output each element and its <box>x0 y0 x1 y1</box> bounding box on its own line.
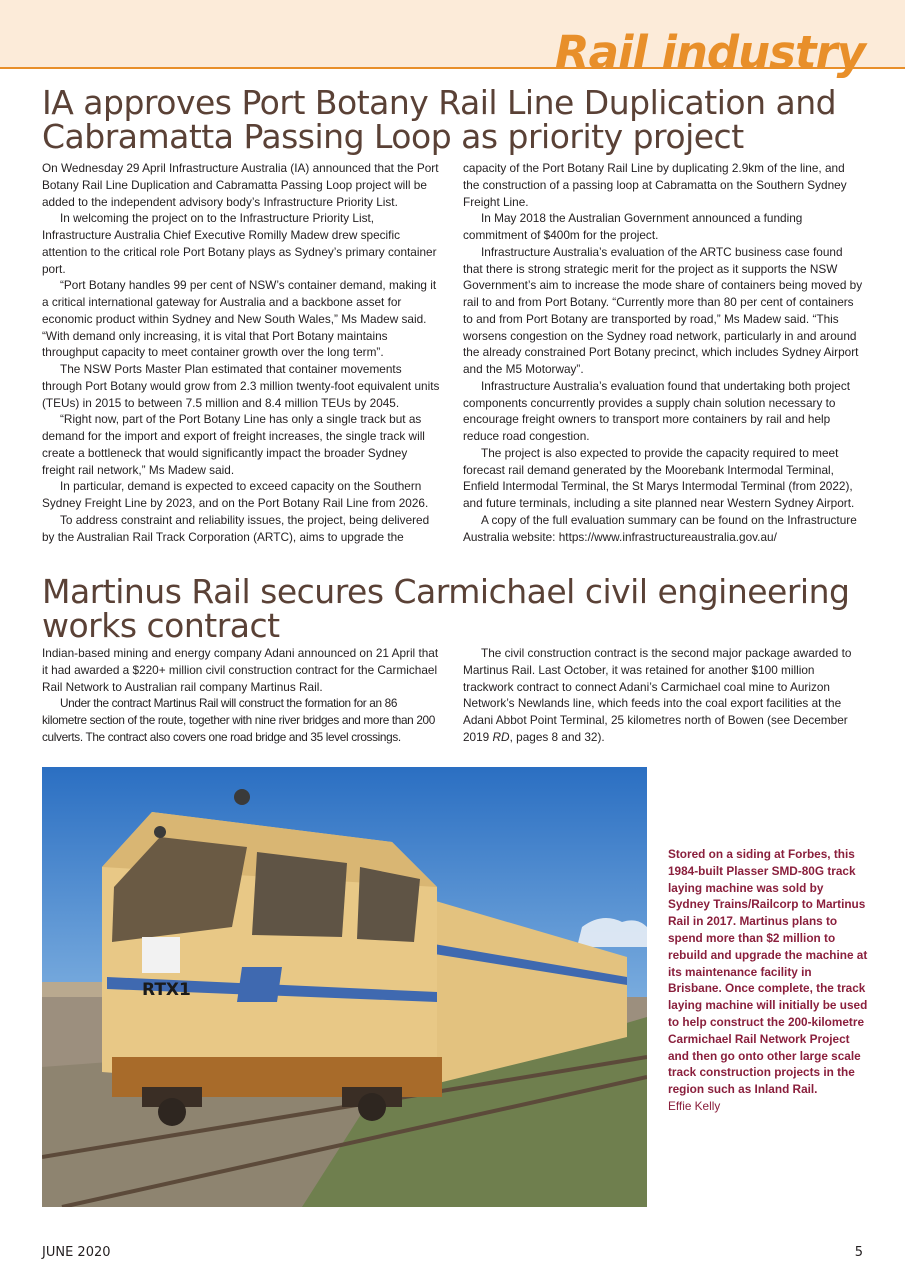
paragraph: The project is also expected to provide the capacity required to meet forecast rail demand generated by the Moorebank Intermodal Terminal, Enfield Intermodal Terminal, the St Marys Intermodal Terminal (from 2022), and future terminals, including a site planned near Western Sydney Airport. <box>463 445 855 510</box>
photo-caption <box>668 846 868 1115</box>
article2-column-2 <box>463 645 863 746</box>
paragraph: In May 2018 the Australian Government announced a funding commitment of $400m for the project. <box>463 211 803 242</box>
paragraph: To address constraint and reliability issues, the project, being delivered by the Australian Rail Track Corporation (ARTC), aims to upgrade the <box>42 512 430 544</box>
article2-headline: Martinus Rail secures Carmichael civil engineering works contract <box>42 572 850 645</box>
machine-number-label: RTX1 <box>142 980 191 1000</box>
paragraph: Indian-based mining and energy company Adani announced on 21 April that it had awarded a $220+ million civil construction contract for the Carmichael Rail Network to Australian rail company Martinus Rail. <box>42 646 439 694</box>
paragraph <box>463 645 863 746</box>
paragraph: capacity of the Port Botany Rail Line by duplicating 2.9km of the line, and the construction of a passing loop at Cabramatta on the Southern Sydney Freight Line. <box>463 161 847 209</box>
caption-text: Stored on a siding at Forbes, this 1984-built Plasser SMD-80G track laying machine was sold by Sydney Trains/Railcorp to Martinus Rail in 2017. Martinus plans to spend more than $2 million to rebuild and upgrade the machine at its maintenance facility in Brisbane. Once complete, the track laying machine will initially be used to help construct the 200-kilometre Carmichael Rail Network Project and then go onto other large scale track construction projects in the region such as Inland Rail. <box>668 847 868 1097</box>
paragraph: “Right now, part of the Port Botany Line has only a single track but as demand for the import and export of freight increases, the single track will create a bottleneck that would significantly impact the broader Sydney freight rail network,” Ms Madew said. <box>42 412 425 477</box>
section-title: Rail industry <box>554 26 865 79</box>
article1-column-1 <box>42 160 440 545</box>
page-number: 5 <box>854 1245 863 1260</box>
paragraph: Infrastructure Australia’s evaluation of the ARTC business case found that there is strong strategic merit for the project as it supports the NSW Government’s aim to increase the mode share of containers being moved by rail to and from Port Botany. “Currently more than 80 per cent of containers to and from Port Botany are transported by road,” Ms Madew said. “This worsens congestion on the Sydney road network, particularly in and around the already constrained Port Botany precinct, which includes Sydney Airport and the M5 Motorway”. <box>463 244 863 376</box>
paragraph: A copy of the full evaluation summary can be found on the Infrastructure Australia website: https://www.infrastructureaustralia.gov.au/ <box>463 512 857 544</box>
paragraph: On Wednesday 29 April Infrastructure Australia (IA) announced that the Port Botany Rail Line Duplication and Cabramatta Passing Loop project will be added to the independent advisory body’s Infrastructure Priority List. <box>42 161 439 209</box>
paragraph: Infrastructure Australia’s evaluation found that undertaking both project components concurrently provides a supply chain solution necessary to encourage freight owners to transport more containers by rail and help reduce road congestion. <box>463 378 850 443</box>
article2-column-1 <box>42 645 442 746</box>
paragraph: “Port Botany handles 99 per cent of NSW’s container demand, making it a critical international gateway for Australia and a backbone asset for economic product within Sydney and New South Wales,” Ms Madew said. “With demand only increasing, it is vital that Port Botany maintains throughput capacity to meet container growth over the long term”. <box>42 278 437 360</box>
photo-credit: Effie Kelly <box>668 1098 721 1113</box>
paragraph: Under the contract Martinus Rail will construct the formation for an 86 kilometre section of the route, together with nine river bridges and more than 200 culverts. The contract also covers one road bridge and 35 level crossings. <box>42 696 435 744</box>
paragraph: In particular, demand is expected to exceed capacity on the Southern Sydney Freight Line by 2023, and on the Port Botany Rail Line from 2026. <box>42 479 429 510</box>
magazine-abbrev: RD <box>492 729 510 744</box>
issue-date: JUNE 2020 <box>42 1245 111 1260</box>
article1-column-2 <box>463 160 863 545</box>
paragraph-text: The civil construction contract is the second major package awarded to Martinus Rail. Last October, it was retained for another $100 million trackwork contract to connect Adani’s Carmichael coal mine to Aurizon Network’s Newlands line, which feeds into the coal export facilities at the Adani Abbot Point Terminal, 25 kilometres north of Bowen (see December 2019 <box>463 646 852 744</box>
paragraph: The NSW Ports Master Plan estimated that container movements through Port Botany would grow from 2.3 million twenty-foot equivalent units (TEUs) in 2015 to between 7.5 million and 8.4 million TEUs by 2045. <box>42 362 440 410</box>
article1-headline: IA approves Port Botany Rail Line Duplication and Cabramatta Passing Loop as priority project <box>42 83 837 156</box>
paragraph-text: , pages 8 and 32). <box>509 729 605 744</box>
track-machine-illustration <box>42 767 647 1207</box>
paragraph: In welcoming the project on to the Infrastructure Priority List, Infrastructure Australia Chief Executive Romilly Madew drew specific attention to the critical role Port Botany plays as Sydney’s primary container port. <box>42 211 437 276</box>
track-machine-photo <box>42 767 647 1207</box>
